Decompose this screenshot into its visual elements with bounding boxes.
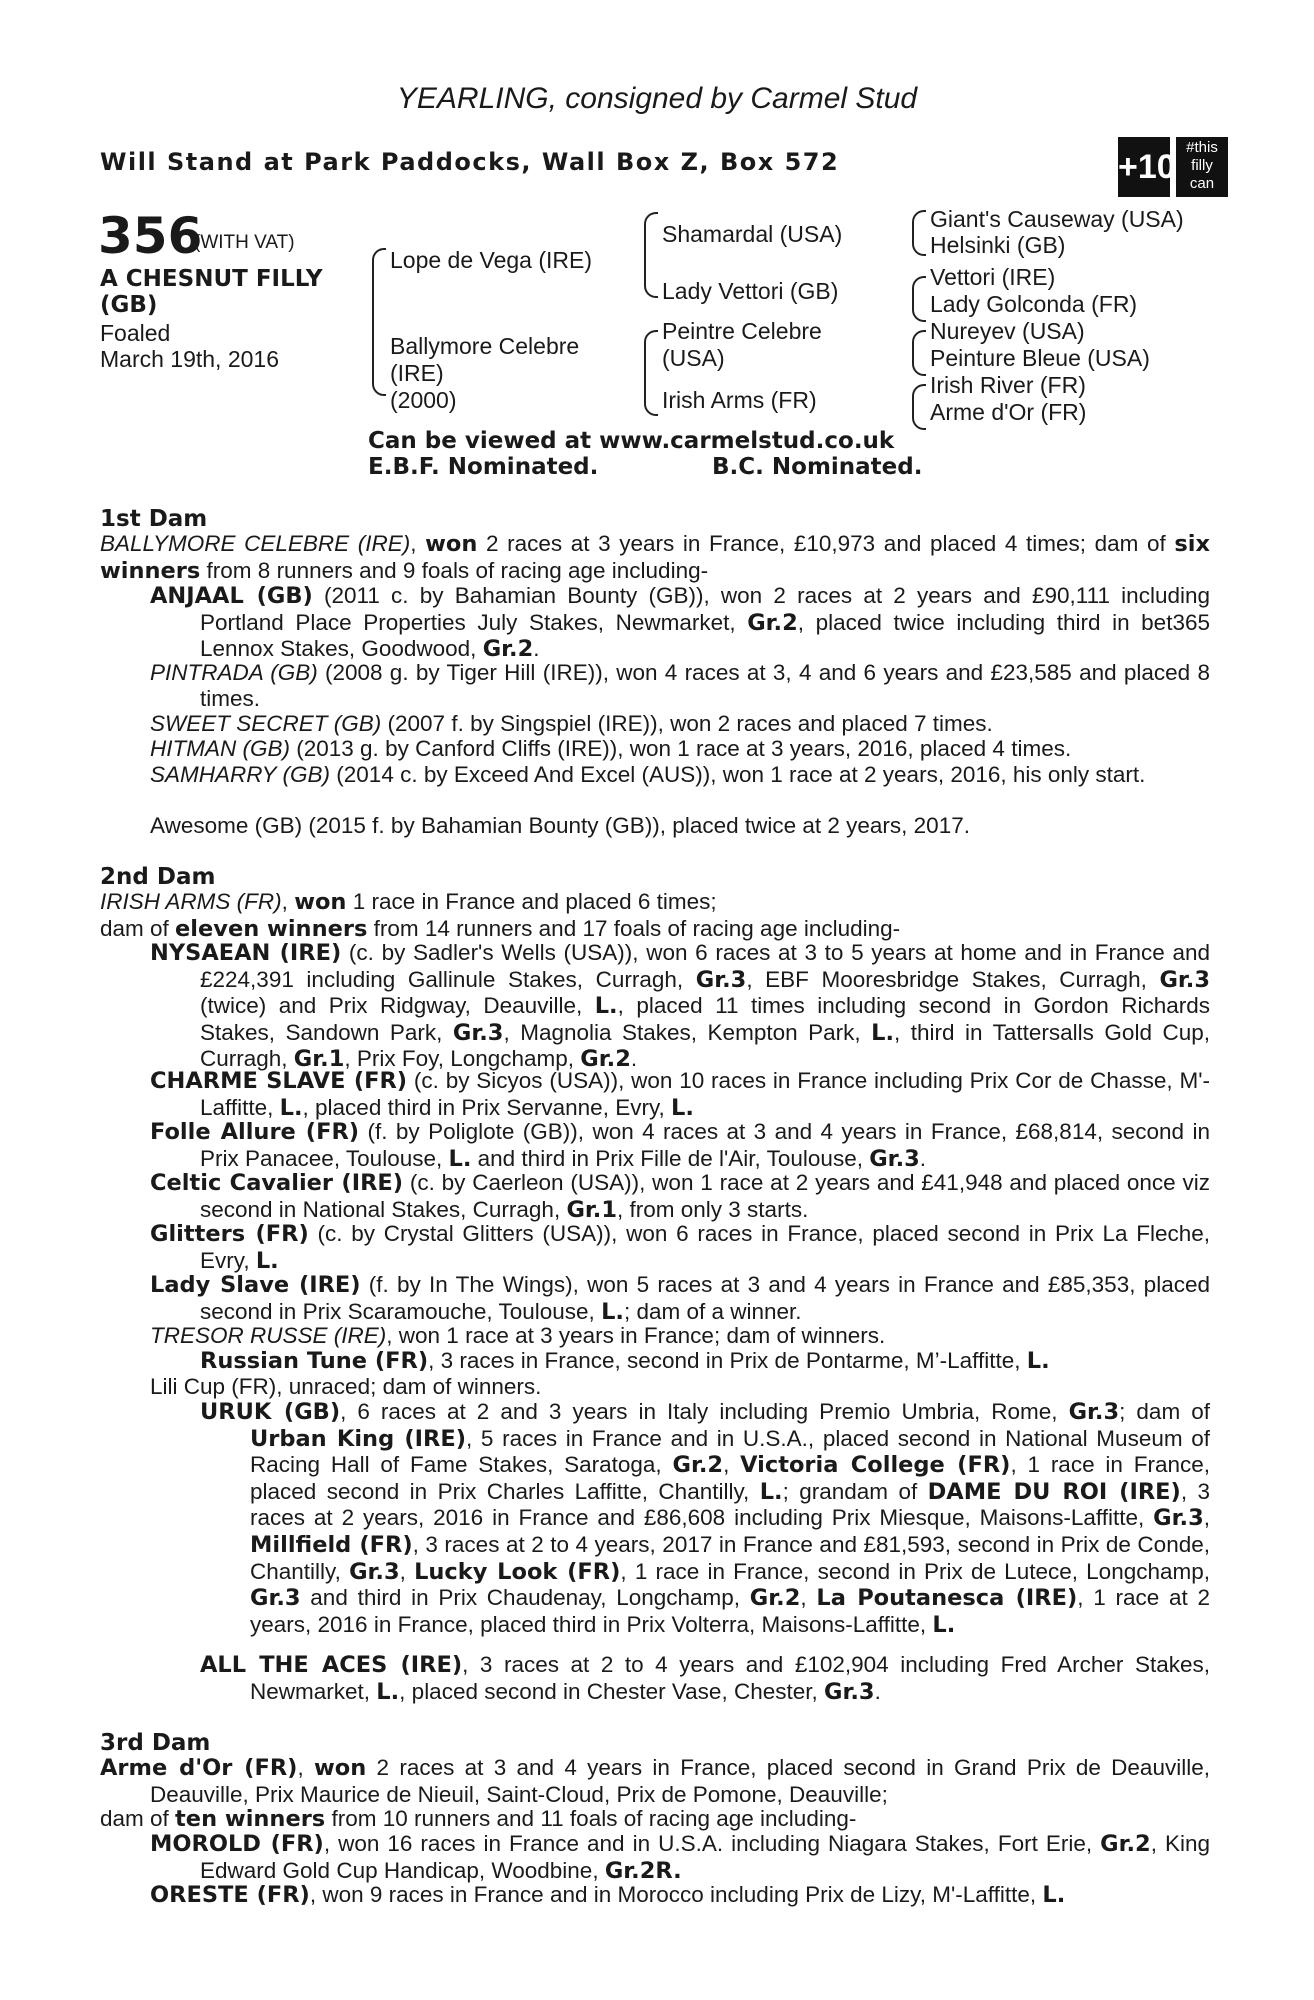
pedigree-dam-country: (IRE) (390, 360, 444, 386)
pedigree-brace (644, 330, 658, 378)
pedigree-brace (912, 232, 926, 256)
pedigree-brace (372, 248, 386, 324)
pedigree-dam-year: (2000) (390, 387, 457, 413)
pedigree-brace (644, 376, 658, 416)
pedigree-brace (912, 384, 926, 408)
third-dam-heading: 3rd Dam (100, 1730, 211, 1756)
page-title: YEARLING, consigned by Carmel Stud (396, 82, 918, 115)
produce-entry: HITMAN (GB) (2013 g. by Canford Cliffs (IRE)), won 1 race at 3 years, 2016, placed 4 times. (150, 736, 1072, 761)
grandproduce-entry: ALL THE ACES (IRE), 3 races at 2 to 4 years and £102,904 including Fred Archer Stakes, Newmarket, L., placed second in Chester Vase, Chester, Gr.3. (200, 1652, 1210, 1705)
produce-entry: ORESTE (FR), won 9 races in France and in Morocco including Prix de Lizy, M'-Laffitte, L. (150, 1882, 1066, 1908)
pedigree-brace (912, 298, 926, 322)
vat-note: (WITH VAT) (194, 232, 295, 253)
lot-description: A CHESNUT FILLY (100, 266, 323, 292)
ebf-nominated: E.B.F. Nominated. (368, 454, 599, 480)
second-dam-record: IRISH ARMS (FR), won 1 race in France and placed 6 times; dam of eleven winners from 14 runners and 17 foals of racing age including- (100, 889, 901, 942)
produce-entry: Awesome (GB) (2015 f. by Bahamian Bounty (GB)), placed twice at 2 years, 2017. (150, 813, 970, 838)
pedigree-ggdam: Peinture Bleue (USA) (930, 345, 1150, 371)
produce-entry: ANJAAL (GB) (2011 c. by Bahamian Bounty (GB)), won 2 races at 2 years and £90,111 including Portland Place Properties July Stakes, Newmarket, Gr.2, placed twice including third in bet365 Lennox Stakes, Goodwood, Gr.2. (150, 583, 1210, 663)
plus-ten-logo (1118, 137, 1228, 197)
pedigree-dam: Ballymore Celebre (390, 333, 580, 359)
plus-ten-mark: +10 (1118, 137, 1170, 197)
foaled-date: March 19th, 2016 (100, 346, 280, 372)
pedigree-ggdam: Helsinki (GB) (930, 232, 1066, 258)
produce-entry: SAMHARRY (GB) (2014 c. by Exceed And Excel (AUS)), won 1 race at 2 years, 2016, his only start. (150, 762, 1146, 787)
pedigree-ggsire: Irish River (FR) (930, 372, 1086, 398)
produce-entry: SWEET SECRET (GB) (2007 f. by Singspiel (IRE)), won 2 races and placed 7 times. (150, 711, 993, 736)
produce-entry: NYSAEAN (IRE) (c. by Sadler's Wells (USA)), won 6 races at 3 to 5 years at home and in France and £224,391 including Gallinule Stakes, Curragh, Gr.3, EBF Mooresbridge Stakes, Curragh, Gr.3 (twice) and Prix Ridgway, Deauville, L., placed 11 times including second in Gordon Richards Stakes, Sandown Park, Gr.3, Magnolia Stakes, Kempton Park, L., third in Tattersalls Gold Cup, Curragh, Gr.1, Prix Foy, Longchamp, Gr.2. (150, 940, 1210, 1073)
pedigree-ggsire: Nureyev (USA) (930, 318, 1085, 344)
pedigree-brace (644, 212, 658, 252)
produce-entry: Lady Slave (IRE) (f. by In The Wings), won 5 races at 3 and 4 years in France and £85,353, placed second in Prix Scaramouche, Toulouse, L.; dam of a winner. (150, 1272, 1210, 1325)
pedigree-dam-sire: Peintre Celebre (662, 318, 822, 344)
pedigree-brace (644, 250, 658, 298)
pedigree-sire-dam: Lady Vettori (GB) (662, 278, 839, 304)
lot-country: (GB) (100, 292, 158, 318)
pedigree-dam-dam: Irish Arms (FR) (662, 387, 817, 413)
stand-location: Will Stand at Park Paddocks, Wall Box Z, Box 572 (100, 148, 840, 176)
first-dam-heading: 1st Dam (100, 506, 208, 532)
third-dam-record: Arme d'Or (FR), won 2 races at 3 and 4 years in France, placed second in Grand Prix de Deauville, Deauville, Prix Maurice de Nieuil, Saint-Cloud, Prix de Pomone, Deauville; (100, 1755, 1210, 1807)
produce-entry: TRESOR RUSSE (IRE), won 1 race at 3 years in France; dam of winners. (150, 1323, 886, 1348)
produce-entry: Glitters (FR) (c. by Crystal Glitters (USA)), won 6 races in France, placed second in Prix La Fleche, Evry, L. (150, 1221, 1210, 1274)
pedigree-brace (912, 406, 926, 430)
pedigree-ggdam: Arme d'Or (FR) (930, 399, 1087, 425)
produce-entry: Lili Cup (FR), unraced; dam of winners. (150, 1374, 542, 1399)
pedigree-brace (912, 210, 926, 234)
grandproduce-entry: URUK (GB), 6 races at 2 and 3 years in Italy including Premio Umbria, Rome, Gr.3; dam of Urban King (IRE), 5 races in France and in U.S.A., placed second in National Museum of Racing Hall of Fame Stakes, Saratoga, Gr.2, Victoria College (FR), 1 race in France, placed second in Prix Charles Laffitte, Chantilly, L.; grandam of DAME DU ROI (IRE), 3 races at 2 years, 2016 in France and £86,608 including Prix Miesque, Maisons-Laffitte, Gr.3, Millfield (FR), 3 races at 2 to 4 years, 2017 in France and £81,593, second in Prix de Conde, Chantilly, Gr.3, Lucky Look (FR), 1 race in France, second in Prix de Lutece, Longchamp, Gr.3 and third in Prix Chaudenay, Longchamp, Gr.2, La Poutanesca (IRE), 1 race at 2 years, 2016 in France, placed third in Prix Volterra, Maisons-Laffitte, L. (200, 1399, 1211, 1638)
this-filly-can-tagline: #this filly can (1176, 137, 1228, 197)
foaled-label: Foaled (100, 320, 171, 346)
pedigree-ggdam: Lady Golconda (FR) (930, 291, 1138, 317)
produce-entry: CHARME SLAVE (FR) (c. by Sicyos (USA)), won 10 races in France including Prix Cor de Chasse, M'-Laffitte, L., placed third in Prix Servanne, Evry, L. (150, 1068, 1210, 1121)
pedigree-ggsire: Giant's Causeway (USA) (930, 206, 1184, 232)
second-dam-heading: 2nd Dam (100, 864, 216, 890)
pedigree-sire: Lope de Vega (IRE) (390, 247, 593, 273)
produce-entry: PINTRADA (GB) (2008 g. by Tiger Hill (IRE)), won 4 races at 3, 4 and 6 years and £23,585 and placed 8 times. (150, 660, 1210, 711)
first-dam-record: BALLYMORE CELEBRE (IRE), won 2 races at 3 years in France, £10,973 and placed 4 times; dam of six winners from 8 runners and 9 foals of racing age including- (100, 531, 1210, 584)
produce-entry: Folle Allure (FR) (f. by Poliglote (GB)), won 4 races at 3 and 4 years in France, £68,814, second in Prix Panacee, Toulouse, L. and third in Prix Fille de l'Air, Toulouse, Gr.3. (150, 1119, 1210, 1172)
lot-number: 356 (98, 207, 203, 265)
pedigree-brace (912, 330, 926, 354)
third-dam-summary: dam of ten winners from 10 runners and 11 foals of racing age including- (100, 1806, 857, 1832)
produce-entry: MOROLD (FR), won 16 races in France and in U.S.A. including Niagara Stakes, Fort Erie, Gr.2, King Edward Gold Cup Handicap, Woodbine, Gr.2R. (150, 1831, 1210, 1884)
pedigree-brace (372, 322, 386, 396)
grandproduce-entry: Russian Tune (FR), 3 races in France, second in Prix de Pontarme, M’-Laffitte, L. (200, 1348, 1050, 1374)
pedigree-dam-sire-country: (USA) (662, 345, 725, 371)
pedigree-brace (912, 352, 926, 376)
produce-entry: Celtic Cavalier (IRE) (c. by Caerleon (USA)), won 1 race at 2 years and £41,948 and placed once viz second in National Stakes, Curragh, Gr.1, from only 3 starts. (150, 1170, 1210, 1223)
bc-nominated: B.C. Nominated. (712, 454, 923, 480)
pedigree-ggsire: Vettori (IRE) (930, 264, 1056, 290)
pedigree-brace (912, 276, 926, 300)
pedigree-sire-sire: Shamardal (USA) (662, 221, 843, 247)
viewing-url: Can be viewed at www.carmelstud.co.uk (368, 428, 895, 454)
